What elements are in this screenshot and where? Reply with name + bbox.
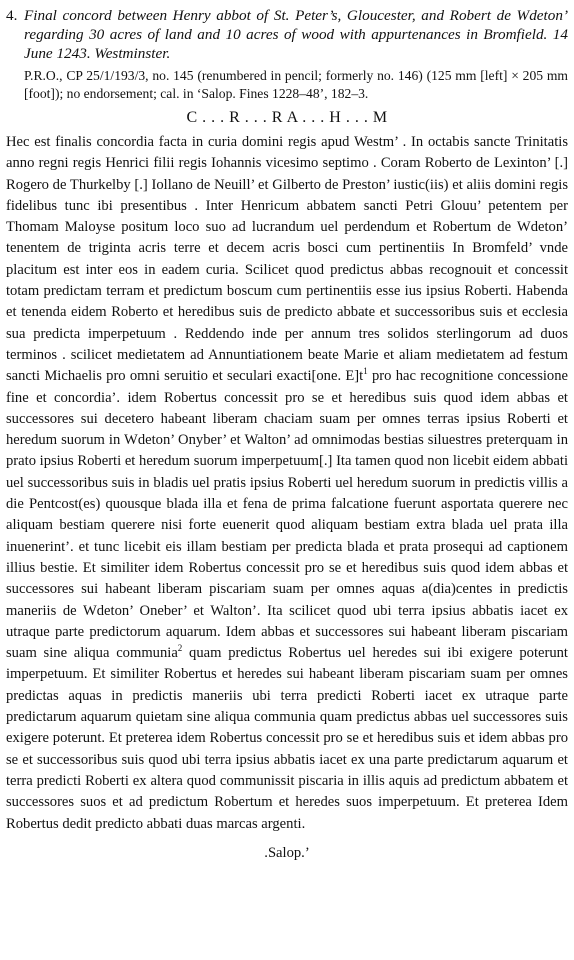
document-heading	[6, 6, 568, 63]
document-number: 4.	[6, 7, 18, 24]
charter-text-part-2: pro hac recognitione concessione fine et concordia’. idem Robertus concessit pro se et heredibus suis quod idem abbas et successores sui decetero habeant liberam chaciam suam per omnes terras ipsius Roberti et heredum suorum in Wdeton’ Onyber’ et Walton’ ad omnimodas bestias siluestres preterquam in prato ipsius Roberti et heredum suorum imperpetuum[.] Ita tamen quod non licebit eidem abbati uel successoribus suis in bladis uel pratis ipsius Roberti uel heredum suorum in predictis villis a die Pentcost(es) quousque blada illa et fena de prima falcatione fuerunt asportata querere nec aliquam bestiam querere nisi forte euenerit quod aliquam bestiam extra blada uel prata illa inuenerint’. et tunc licebit eis illam bestiam per predicta blada et prata prosequi ad captionem illius bestie. Et similiter idem Robertus concessit pro se et heredibus suis quod idem abbas et successores sui habeant liberam piscariam suam per omnes aquas a(dia)centes in predictis maneriis de Wdeton’ Oneber’ et Walton’. Ita scilicet quod ubi terra ipsius abbatis iacet ex utraque parte predictorum aquarum. Idem abbas et successores sui habeant liberam piscariam suam sine aliqua communia	[6, 368, 568, 662]
footnote-marker-2: 2	[177, 643, 183, 654]
endorsement: .Salop.’	[264, 844, 310, 861]
charter-text-part-3: quam predictus Robertus uel heredes sui ibi exigere poterunt imperpetuum. Et similiter Robertus et heredes sui habeant liberam piscariam suam per omnes predictas aquas in predictis maneriis ubi terra predicti Roberti iacet ex utraque parte predictarum aquarum quietam sine aliqua communia quam predictus abbas uel successores suis exigere poterunt. Et preterea idem Robertus concessit pro se et heredibus suis et idem abbas pro se et successoribus suis quod ubi terra ipsius abbatis iacet ex una parte predictarum aquarum et terra predicti Roberti ex altera quod communissit piscaria in illis aquis ad predictum abbatem et successores suos et ad predictum Robertum et heredes suos imperpetuum. Et preterea Idem Robertus dedit predicto abbati duas marcas argenti.	[6, 645, 568, 832]
source-note: P.R.O., CP 25/1/193/3, no. 145 (renumbered in pencil; formerly no. 146) (125 mm [left] × 205 mm [foot]); no endorsement; cal. in ‘Salop. Fines 1228–48’, 182–3.	[24, 68, 568, 101]
document-heading-text: Final concord between Henry abbot of St. Peter’s, Gloucester, and Robert de Wdeton’ regarding 30 acres of land and 10 acres of wood with appurtenances in Bromfield. 14 June 1243. Westminster.	[24, 7, 568, 62]
charter-text-part-1: Hec est finalis concordia facta in curia domini regis apud Westm’ . In octabis sancte Trinitatis anno regni regis Henrici filii regis Iohannis vicesimo septimo . Coram Roberto de Lexinton’ [.] Rogero de Thurkelby [.] Iollano de Neuill’ et Gilberto de Preston’ iustic(iis) et aliis domini regis fidelibus tunc ibi presentibus . Inter Henricum abbatem sancti Petri Glouu’ petentem per Thomam Maloyse positum loco suo ad lucrandum uel perdendum et Robertum de Wdeton’ tenentem de triginta acris terre et decem acris bosci cum pertinentiis In Bromfeld’ vnde placitum est inter eos in eadem curia. Scilicet quod predictus abbas recognouit et concessit totam predictam terram et predictum boscum cum pertinentiis esse ius ipsius Roberti. Habenda et tenenda eidem Roberto et heredibus suis de predicto abbate et successoribus suis et ecclesia sua predicta imperpetuum . Reddendo inde per annum tres solidos sterlingorum ad duos terminos . scilicet medietatem ad Annuntiationem beate Marie et aliam medietatem ad festum sancti Michaelis pro omni seruitio et seculari exacti[one. E]t	[6, 134, 568, 385]
witness-line: C . . . R . . . R A . . . H . . . M	[186, 109, 388, 126]
charter-text	[6, 132, 568, 835]
footnote-marker-1: 1	[363, 366, 368, 377]
